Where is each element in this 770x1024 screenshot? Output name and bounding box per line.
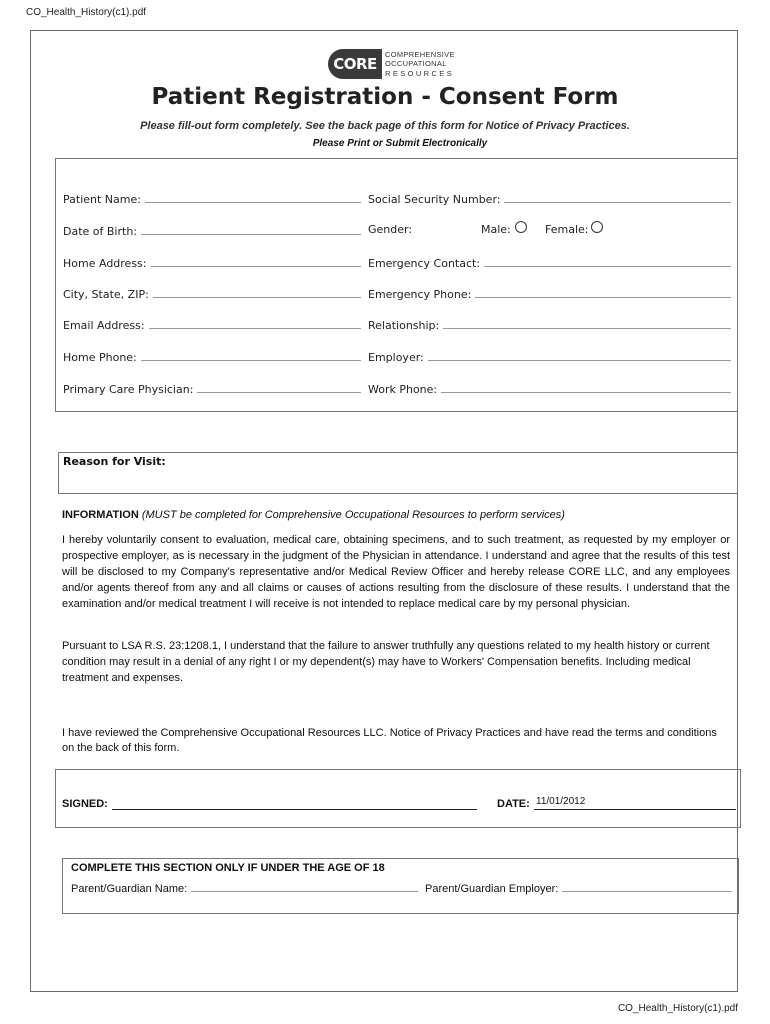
email-field[interactable] (63, 318, 361, 332)
email-input-line[interactable] (149, 328, 361, 329)
consent-paragraph: I hereby voluntarily consent to evaluation, medical care, obtaining specimens, and to such treatment, as requested by my employer or prospective employer, as is necessary in the judgment of the Physician in attendance. I understand and agree that the results of this test will be disclosed to my Company's representative and/or Medical Review Officer and hereby release CORE LLC, and any employees and/or agents thereof from any and all claims or causes of actions resulting from the disclosure of these results. I understand that the examination and/or medical treatment I will receive is not intended to replace medical care by my personal physician. (62, 534, 730, 610)
signature-line[interactable] (112, 809, 477, 810)
core-logo (328, 49, 455, 79)
guardian-name-input-line[interactable] (191, 891, 418, 892)
date-label: DATE: (497, 798, 530, 810)
ssn-field[interactable] (368, 192, 731, 206)
male-label: Male: (481, 223, 511, 236)
dob-field[interactable] (63, 224, 361, 238)
pcp-field[interactable] (63, 382, 361, 396)
city-state-zip-label: City, State, ZIP: (63, 288, 149, 301)
guardian-name-label: Parent/Guardian Name: (71, 883, 188, 895)
relationship-input-line[interactable] (443, 328, 731, 329)
page-title: Patient Registration - Consent Form (151, 84, 619, 110)
gender-label: Gender: (368, 223, 413, 236)
employer-field[interactable] (368, 350, 731, 364)
ssn-label: Social Security Number: (368, 193, 501, 206)
home-address-input-line[interactable] (151, 266, 362, 267)
emergency-phone-field[interactable] (368, 287, 731, 301)
dob-input-line[interactable] (141, 234, 361, 235)
information-note: (MUST be completed for Comprehensive Occupational Resources to perform services) (141, 509, 565, 521)
male-radio[interactable] (515, 221, 527, 233)
print-note: Please Print or Submit Electronically (312, 138, 488, 149)
home-phone-field[interactable] (63, 350, 361, 364)
logo-line-2: OCCUPATIONAL (385, 59, 447, 69)
emergency-contact-label: Emergency Contact: (368, 257, 481, 270)
guardian-heading: COMPLETE THIS SECTION ONLY IF UNDER THE AGE OF 18 (71, 862, 385, 874)
date-input-line[interactable] (534, 809, 736, 810)
date-value[interactable]: 11/01/2012 (536, 796, 586, 807)
patient-name-label: Patient Name: (63, 193, 141, 206)
guardian-name-field[interactable] (71, 881, 418, 895)
logo-mark: CORE (328, 49, 382, 79)
work-phone-label: Work Phone: (368, 383, 438, 396)
emergency-phone-label: Emergency Phone: (368, 288, 472, 301)
dob-label: Date of Birth: (63, 225, 138, 238)
logo-line-1: COMPREHENSIVE (385, 49, 455, 59)
pcp-input-line[interactable] (197, 392, 361, 393)
workers-comp-paragraph: Pursuant to LSA R.S. 23:1208.1, I understand that the failure to answer truthfully any questions related to my health history or current condition may result in a denial of any right I or my dependent(s) may have to Workers' Compensation benefits. Including medical treatment and expenses. (62, 640, 710, 684)
reason-for-visit-label: Reason for Visit: (63, 455, 166, 468)
emergency-contact-field[interactable] (368, 256, 731, 270)
pcp-label: Primary Care Physician: (63, 383, 194, 396)
guardian-employer-label: Parent/Guardian Employer: (425, 883, 559, 895)
logo-line-3: RESOURCES (385, 68, 455, 78)
home-phone-input-line[interactable] (141, 360, 361, 361)
guardian-employer-input-line[interactable] (562, 891, 732, 892)
emergency-contact-input-line[interactable] (484, 266, 731, 267)
female-label: Female: (545, 223, 589, 236)
work-phone-field[interactable] (368, 382, 731, 396)
signed-label: SIGNED: (62, 798, 108, 810)
file-header: CO_Health_History(c1).pdf (26, 7, 147, 18)
email-label: Email Address: (63, 319, 145, 332)
city-state-zip-field[interactable] (63, 287, 361, 301)
reason-for-visit-box[interactable] (58, 452, 738, 494)
guardian-employer-field[interactable] (425, 881, 732, 895)
employer-input-line[interactable] (428, 360, 731, 361)
file-footer: CO_Health_History(c1).pdf (617, 1003, 738, 1014)
information-heading-bold: INFORMATION (62, 509, 139, 521)
privacy-acknowledgement: I have reviewed the Comprehensive Occupational Resources LLC. Notice of Privacy Practices and have read the terms and conditions on the back of this form. (62, 727, 717, 754)
patient-name-field[interactable] (63, 192, 361, 206)
female-radio[interactable] (591, 221, 603, 233)
work-phone-input-line[interactable] (441, 392, 731, 393)
signature-section (55, 769, 741, 828)
information-heading (62, 509, 565, 521)
employer-label: Employer: (368, 351, 424, 364)
form-instructions: Please fill-out form completely. See the back page of this form for Notice of Privacy Practices. (140, 120, 630, 132)
logo-text (385, 50, 455, 79)
relationship-field[interactable] (368, 318, 731, 332)
home-phone-label: Home Phone: (63, 351, 137, 364)
emergency-phone-input-line[interactable] (475, 297, 731, 298)
city-state-zip-input-line[interactable] (153, 297, 361, 298)
ssn-input-line[interactable] (504, 202, 731, 203)
home-address-field[interactable] (63, 256, 361, 270)
home-address-label: Home Address: (63, 257, 147, 270)
relationship-label: Relationship: (368, 319, 440, 332)
patient-name-input-line[interactable] (145, 202, 361, 203)
